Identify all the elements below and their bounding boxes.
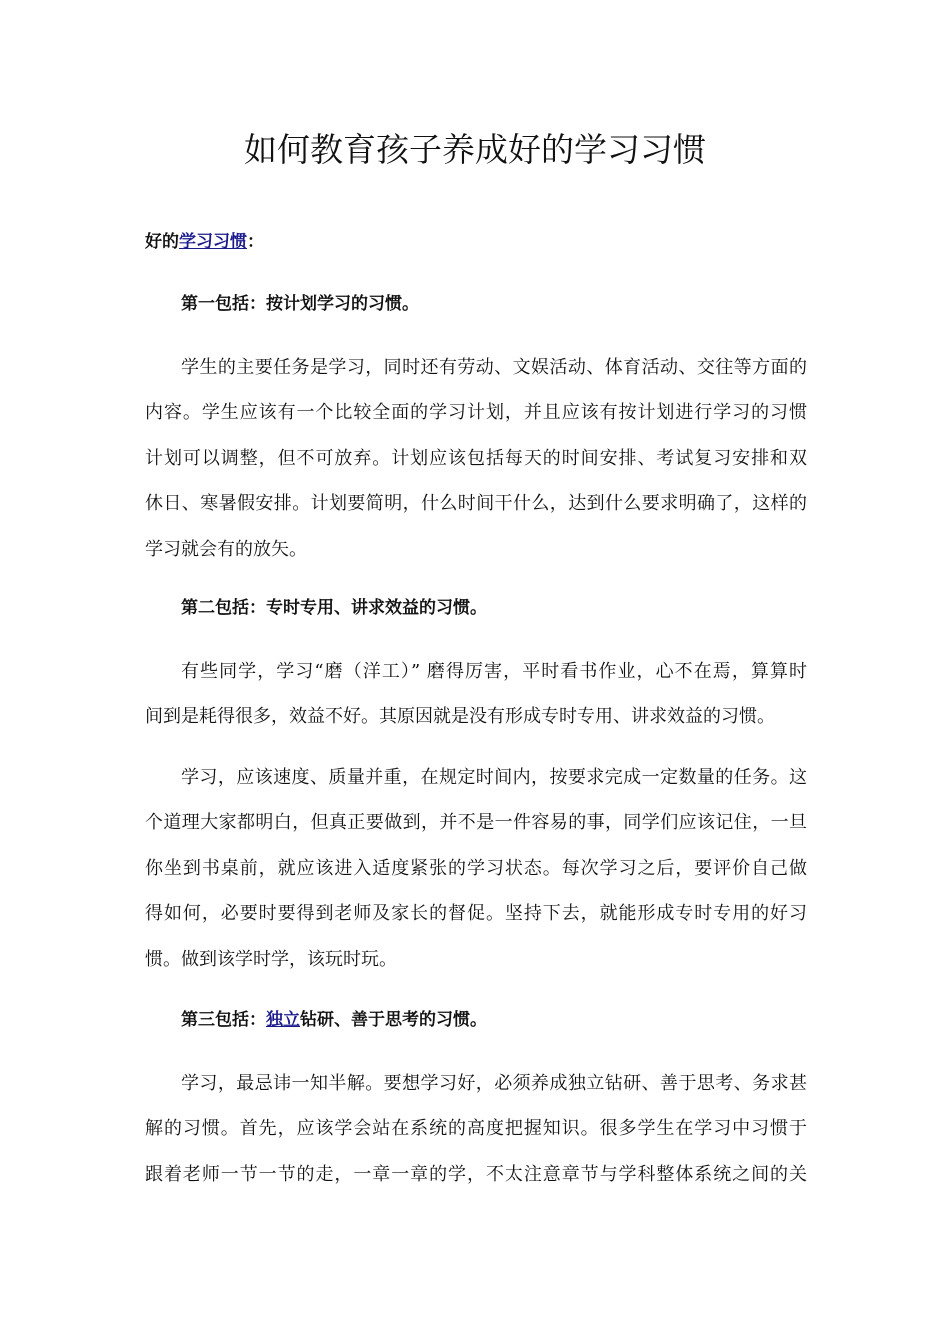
paragraph-line: 学生的主要任务是学习，同时还有劳动、文娱活动、体育活动、交往等方面的 [181,357,807,378]
paragraph-line: 内容。学生应该有一个比较全面的学习计划，并且应该有按计划进行学习的习惯 [145,402,807,424]
paragraph-line: 跟着老师一节一节的走，一章一章的学，不太注意章节与学科整体系统之间的关 [145,1163,807,1185]
paragraph-line: 有些同学，学习“磨（洋工）” 磨得厉害，平时看书作业，心不在焉，算算时 [181,661,807,682]
section-1-paragraph-1 [145,345,807,572]
intro-suffix: ： [247,232,264,252]
section-1-heading: 第一包括：按计划学习的习惯。 [181,294,419,314]
independent-link[interactable]: 独立 [266,1010,300,1030]
intro-prefix: 好的 [145,232,179,252]
paragraph-line: 学习，应该速度、质量并重，在规定时间内，按要求完成一定数量的任务。这 [181,767,807,788]
paragraph-line: 计划可以调整，但不可放弃。计划应该包括每天的时间安排、考试复习安排和双 [145,447,807,469]
paragraph-line: 得如何，必要时要得到老师及家长的督促。坚持下去，就能形成专时专用的好习 [145,903,807,925]
intro-line [145,229,264,255]
paragraph-line: 休日、寒暑假安排。计划要简明，什么时间干什么，达到什么要求明确了，这样的 [145,493,807,515]
section-3-heading-prefix: 第三包括： [181,1010,266,1030]
section-2-paragraph-1 [145,649,807,740]
paragraph-line: 个道理大家都明白，但真正要做到，并不是一件容易的事，同学们应该记住，一旦 [145,812,807,834]
paragraph-line: 你坐到书桌前，就应该进入适度紧张的学习状态。每次学习之后，要评价自己做 [145,857,807,879]
paragraph-line: 惯。做到该学时学，该玩时玩。 [145,948,397,970]
paragraph-line: 间到是耗得很多，效益不好。其原因就是没有形成专时专用、讲求效益的习惯。 [145,706,775,728]
study-habit-link[interactable]: 学习习惯 [179,232,247,252]
section-2-heading: 第二包括：专时专用、讲求效益的习惯。 [181,598,487,618]
paragraph-line: 学习就会有的放矢。 [145,538,307,560]
section-3-heading [181,1007,487,1033]
section-2-paragraph-2 [145,755,807,982]
paragraph-line: 学习，最忌讳一知半解。要想学习好，必须养成独立钻研、善于思考、务求甚 [181,1073,807,1094]
page-title: 如何教育孩子养成好的学习习惯 [244,130,706,169]
section-3-heading-suffix: 钻研、善于思考的习惯。 [300,1010,487,1030]
paragraph-line: 解的习惯。首先，应该学会站在系统的高度把握知识。很多学生在学习中习惯于 [145,1118,807,1140]
section-3-paragraph-1 [145,1061,807,1197]
